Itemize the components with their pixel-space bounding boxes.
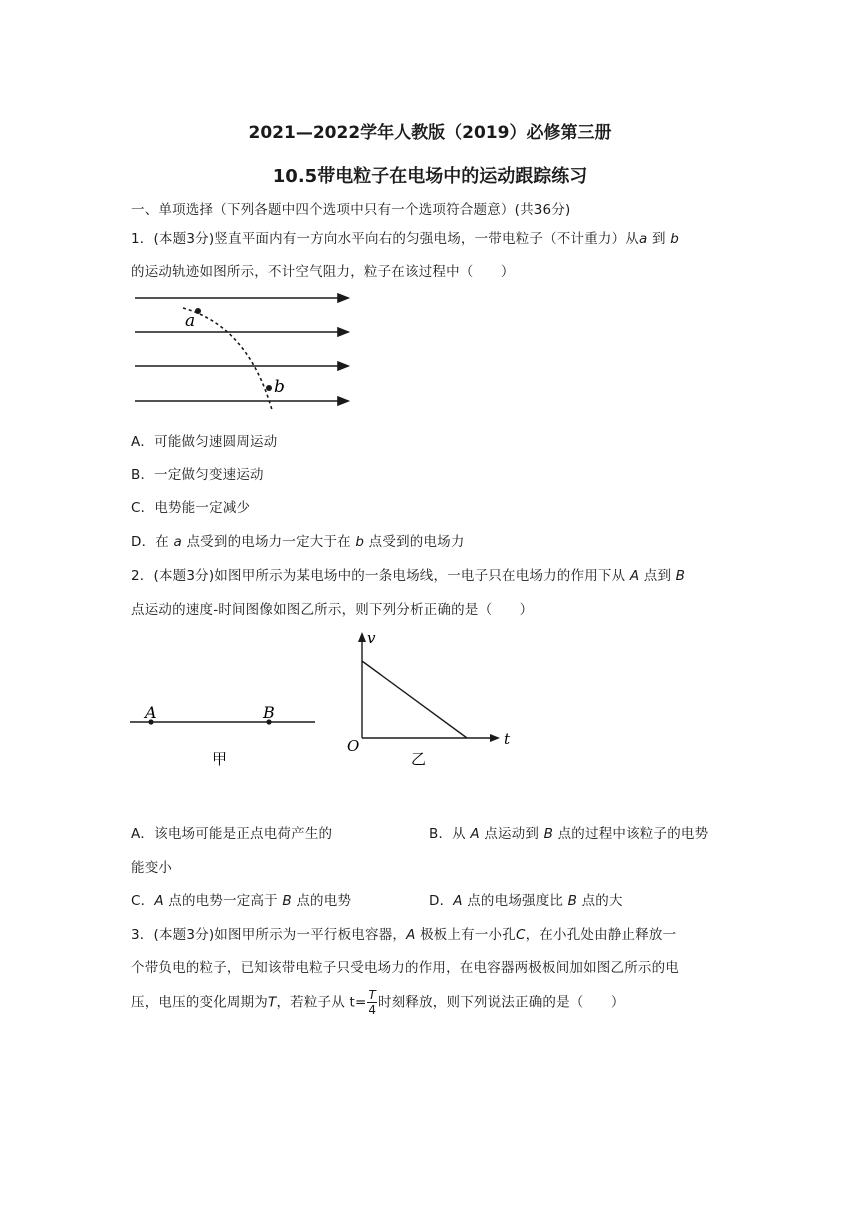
- t-axis-label: t: [504, 730, 511, 748]
- field-lines: [135, 294, 348, 405]
- q2-stem-line2: 点运动的速度-时间图像如图乙所示，则下列分析正确的是（ ）: [131, 602, 534, 618]
- q3-stem-line3: 压，电压的变化周期为T，若粒子从 t= $\frac{T}{4}$ 时刻释放，则下列说法正确的是（ ）: [131, 988, 625, 1017]
- figure-jia-caption: 甲: [212, 750, 228, 768]
- origin-label: O: [347, 737, 360, 755]
- v-axis-arrow: [358, 632, 366, 642]
- point-b-dot: [266, 385, 272, 391]
- q2-option-d: D．A 点的电场强度比 B 点的大: [429, 893, 623, 909]
- q1-option-a: A．可能做匀速圆周运动: [131, 434, 278, 450]
- section-heading: 一、单项选择（下列各题中四个选项中只有一个选项符合题意）(共36分): [131, 202, 571, 218]
- fraction-T-over-4: $\frac{T}{4}$: [368, 988, 377, 1017]
- q1-stem-line1: 1．(本题3分)竖直平面内有一方向水平向右的匀强电场，一带电粒子（不计重力）从a 到 b: [131, 231, 679, 247]
- q2-option-a: A．该电场可能是正点电荷产生的: [131, 826, 333, 842]
- q2-figures: [126, 628, 516, 773]
- velocity-line: [362, 661, 467, 738]
- q3-stem-line2: 个带负电的粒子，已知该带电粒子只受电场力的作用，在电容器两极板间加如图乙所示的电: [131, 960, 679, 976]
- q2-option-c: C．A 点的电势一定高于 B 点的电势: [131, 893, 352, 909]
- q1-option-d: D．在 a 点受到的电场力一定大于在 b 点受到的电场力: [131, 534, 465, 550]
- document-title: 2021—2022学年人教版（2019）必修第三册: [248, 123, 612, 143]
- figure-yi: [347, 629, 511, 768]
- point-A-label: A: [145, 703, 157, 722]
- v-axis-label: v: [367, 629, 376, 647]
- q1-option-c: C．电势能一定减少: [131, 500, 251, 516]
- point-a-label: a: [185, 311, 196, 331]
- q3-stem-line1: 3．(本题3分)如图甲所示为一平行板电容器，A 极板上有一小孔C，在小孔处由静止释放一: [131, 927, 677, 943]
- point-B-label: B: [263, 703, 275, 722]
- q1-stem-line2: 的运动轨迹如图所示，不计空气阻力，粒子在该过程中（ ）: [131, 264, 515, 280]
- q2-option-b: B．从 A 点运动到 B 点的过程中该粒子的电势: [429, 826, 709, 842]
- point-b-label: b: [274, 377, 285, 397]
- q1-field-figure: [128, 286, 358, 414]
- t-axis-arrow: [490, 734, 500, 742]
- q1-option-b: B．一定做匀变速运动: [131, 467, 264, 483]
- trajectory-curve: [183, 308, 272, 410]
- point-a-dot: [195, 308, 201, 314]
- q2-stem-line1: 2．(本题3分)如图甲所示为某电场中的一条电场线，一电子只在电场力的作用下从 A 点到 B: [131, 568, 686, 584]
- figure-jia: [130, 703, 315, 768]
- q2-option-b-cont: 能变小: [131, 860, 173, 876]
- figure-yi-caption: 乙: [411, 750, 427, 768]
- document-subtitle: 10.5带电粒子在电场中的运动跟踪练习: [272, 166, 588, 187]
